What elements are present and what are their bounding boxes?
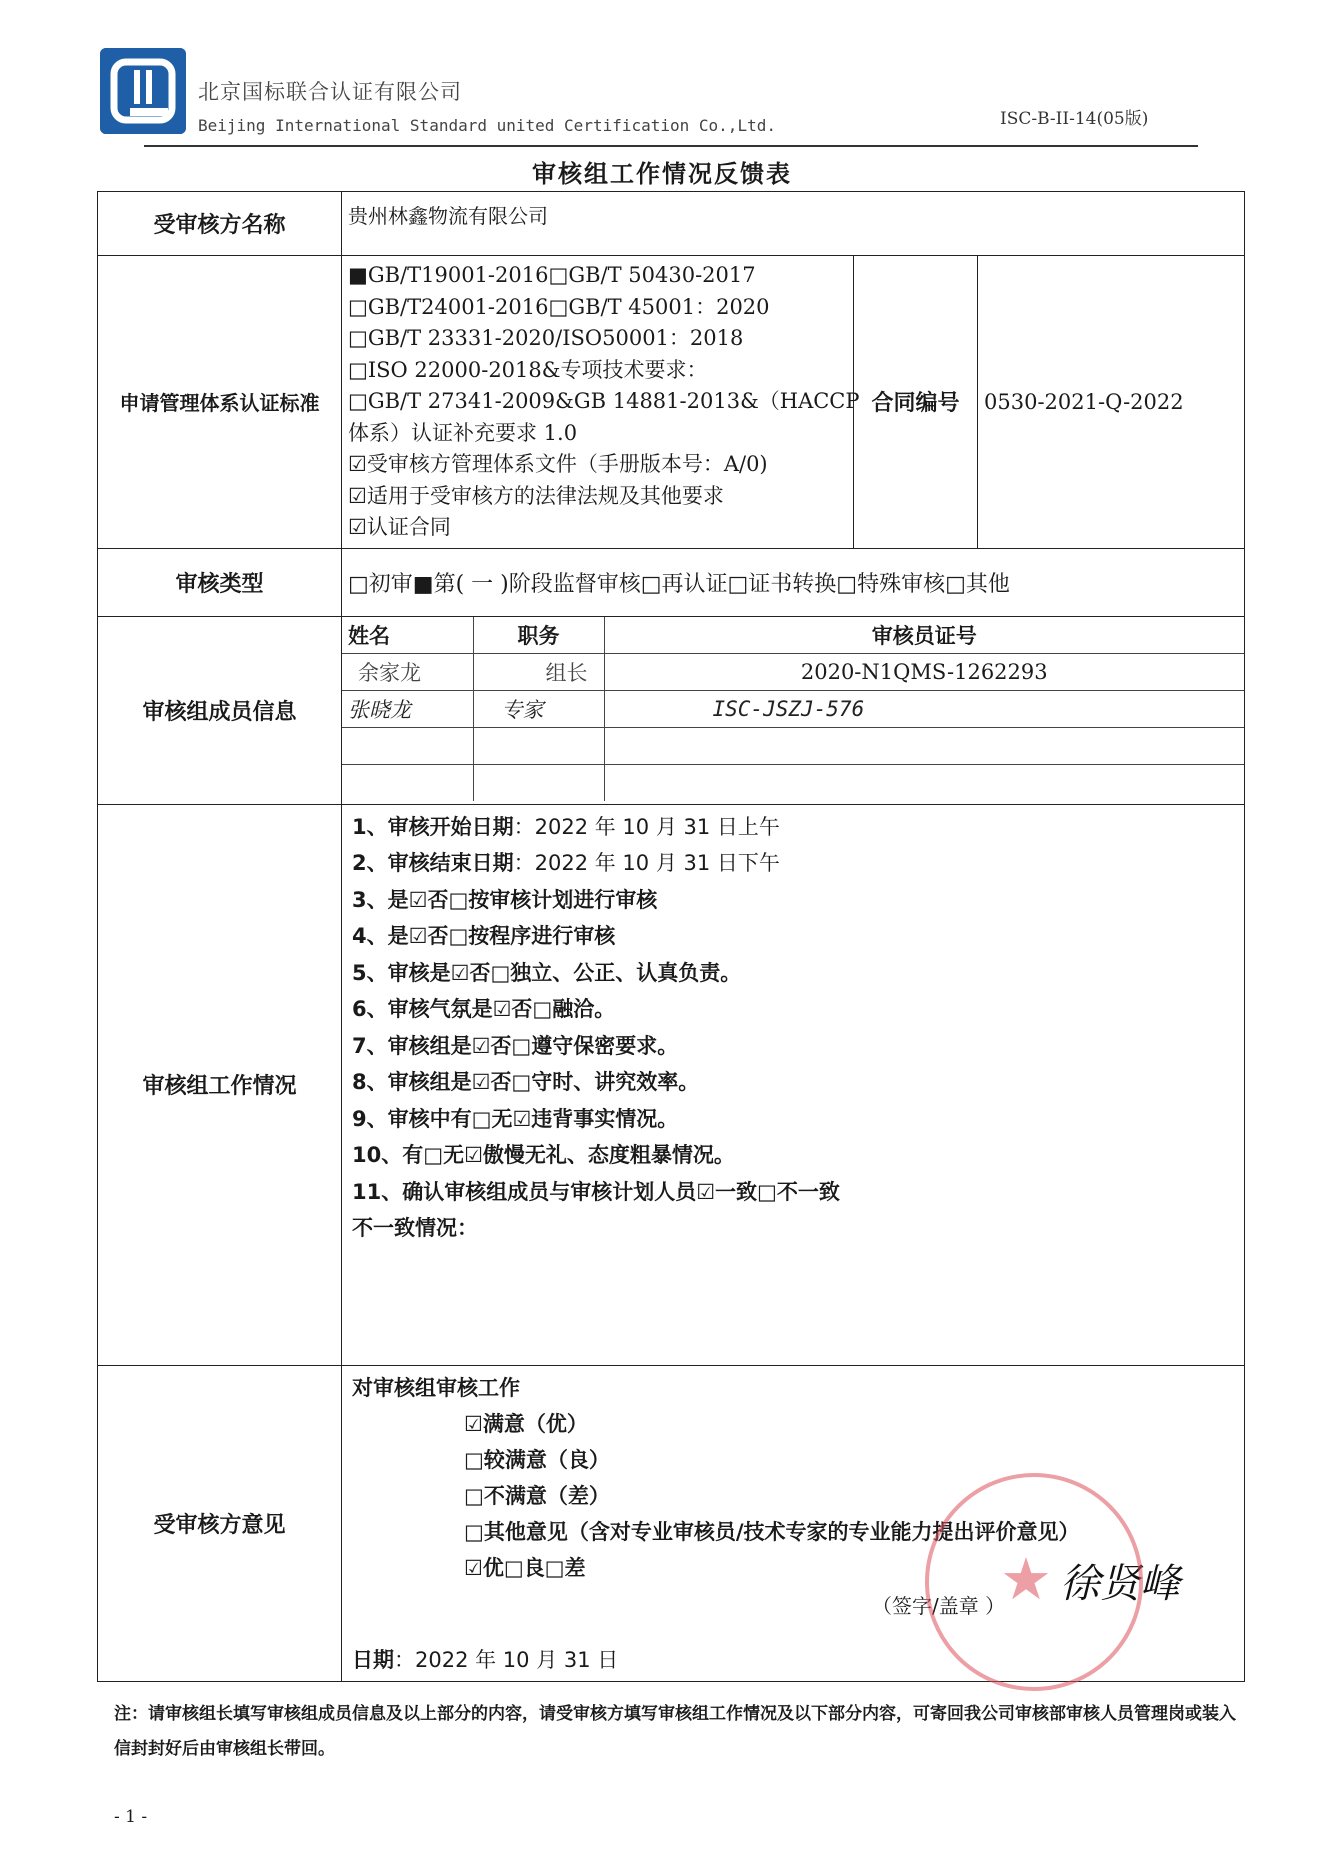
members-cell: [342, 616, 1245, 804]
work-item: 11、确认审核组成员与审核计划人员☑一致□不一致: [352, 1179, 840, 1204]
work-item: 9、审核中有□无☑违背事实情况。: [352, 1106, 679, 1131]
standard-line: ☑适用于受审核方的法律法规及其他要求: [348, 483, 724, 508]
work-item: 4、是☑否□按程序进行审核: [352, 924, 616, 948]
member-header-cert: 审核员证号: [604, 617, 1244, 654]
document-code: ISC-B-II-14(05版): [1000, 109, 1149, 129]
opinion-heading: 对审核组审核工作: [352, 1375, 520, 1400]
opinion-option: ☑优□良□差: [464, 1555, 586, 1580]
sign-label: （签字/盖章 ）: [872, 1593, 1006, 1618]
standard-line: ■GB/T19001-2016□GB/T 50430-2017: [348, 263, 756, 287]
work-items: [342, 804, 1245, 1365]
audit-type-label: 审核类型: [98, 548, 342, 616]
standard-line: □GB/T24001-2016□GB/T 45001：2020: [348, 294, 770, 319]
signature: 徐贤峰: [1060, 1560, 1180, 1607]
work-row: [98, 804, 1245, 1365]
opinion-label: 受审核方意见: [98, 1365, 342, 1681]
page-number: - 1 -: [114, 1807, 148, 1827]
work-item: 10、有□无☑傲慢无礼、态度粗暴情况。: [352, 1143, 735, 1167]
work-item: 6、审核气氛是☑否□融洽。: [352, 997, 616, 1021]
auditee-label: 受审核方名称: [98, 192, 342, 256]
members-label: 审核组成员信息: [98, 616, 342, 804]
auditee-row: [98, 192, 1245, 256]
company-name-cn: 北京国标联合认证有限公司: [198, 80, 462, 104]
member-role: 专家: [473, 690, 604, 727]
standards-list: [342, 256, 860, 549]
standard-line: □GB/T 23331-2020/ISO50001：2018: [348, 326, 744, 350]
member-row: [342, 690, 1244, 727]
work-item: 2、审核结束日期：2022 年 10 月 31 日下午: [352, 851, 780, 875]
work-item: 3、是☑否□按审核计划进行审核: [352, 887, 658, 912]
logo-mark-icon: [100, 48, 186, 134]
member-name: 张晓龙: [342, 690, 473, 727]
member-row-empty: [342, 727, 1244, 764]
form-title: 审核组工作情况反馈表: [532, 160, 792, 188]
footer-note: 注：请审核组长填写审核组成员信息及以上部分的内容，请受审核方填写审核组工作情况及以下部分内容，可寄回我公司审核部审核人员管理岗或装入信封封好后由审核组长带回。: [114, 1704, 1236, 1759]
standards-row: [98, 256, 1245, 549]
member-name: 余家龙: [342, 653, 473, 690]
company-logo: [100, 48, 186, 134]
contract-label: 合同编号: [854, 256, 978, 549]
members-row: [98, 616, 1245, 804]
audit-type-value: □初审■第( 一 )阶段监督审核□再认证□证书转换□特殊审核□其他: [342, 548, 1245, 616]
seal-star-icon: ★: [1000, 1545, 1052, 1613]
members-table: [342, 617, 1244, 801]
opinion-option: □其他意见（含对专业审核员/技术专家的专业能力提出评价意见）: [464, 1519, 1080, 1544]
contract-number: 0530-2021-Q-2022: [978, 256, 1245, 549]
work-item: 1、审核开始日期：2022 年 10 月 31 日上午: [352, 814, 780, 839]
header-divider: [144, 145, 1198, 147]
feedback-table: [97, 191, 1245, 1682]
opinion-option: □不满意（差）: [464, 1483, 610, 1508]
work-item: 7、审核组是☑否□遵守保密要求。: [352, 1033, 679, 1058]
standard-line: □GB/T 27341-2009&GB 14881-2013&（HACCP: [348, 389, 860, 413]
standard-line: ☑受审核方管理体系文件（手册版本号：A/0): [348, 452, 768, 476]
standards-label: 申请管理体系认证标准: [98, 256, 342, 549]
work-label: 审核组工作情况: [98, 804, 342, 1365]
auditee-value: 贵州林鑫物流有限公司: [342, 192, 1245, 256]
member-header-role: 职务: [473, 617, 604, 654]
standard-line: ☑认证合同: [348, 515, 451, 539]
work-item: 不一致情况：: [352, 1216, 478, 1240]
work-item: 5、审核是☑否□独立、公正、认真负责。: [352, 960, 742, 985]
standard-line: □ISO 22000-2018&专项技术要求：: [348, 357, 708, 382]
audit-type-row: [98, 548, 1245, 616]
member-header-name: 姓名: [342, 617, 473, 654]
opinion-date: 日期：2022 年 10 月 31 日: [352, 1647, 619, 1672]
member-role: 组长: [473, 653, 604, 690]
member-row-empty: [342, 764, 1244, 801]
member-cert: 2020-N1QMS-1262293: [604, 653, 1244, 690]
standard-line: 体系）认证补充要求 1.0: [348, 420, 578, 445]
opinion-option: □较满意（良）: [464, 1447, 610, 1472]
work-item: 8、审核组是☑否□守时、讲究效率。: [352, 1070, 700, 1094]
member-row: [342, 653, 1244, 690]
company-name-en: Beijing International Standard united Certification Co.,Ltd.: [198, 116, 776, 135]
opinion-option: ☑满意（优）: [464, 1411, 588, 1436]
member-cert: ISC-JSZJ-576: [604, 690, 1244, 727]
